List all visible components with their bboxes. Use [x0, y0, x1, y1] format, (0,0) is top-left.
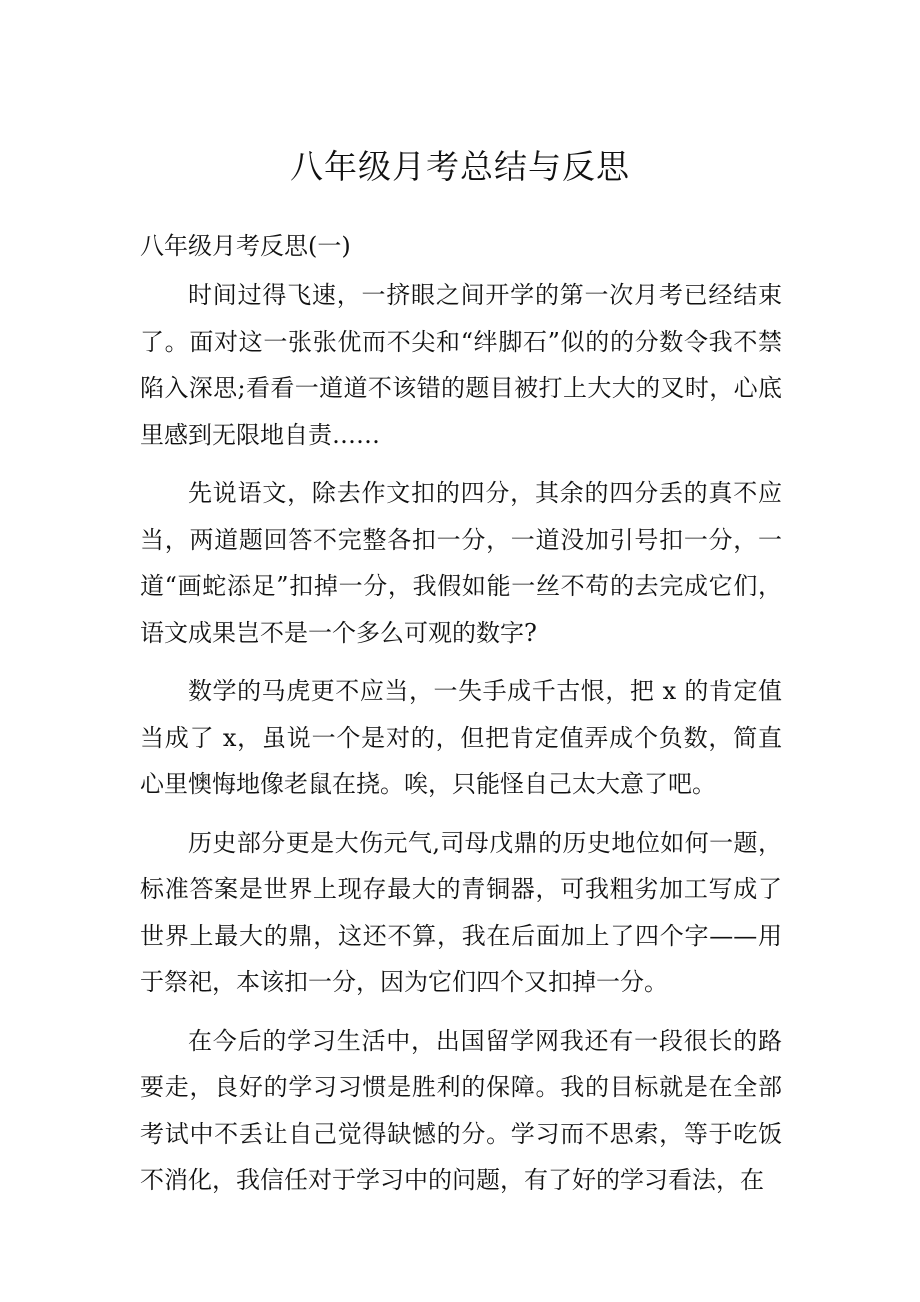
- document-body: [140, 272, 782, 1216]
- paragraph-2: 先说语文，除去作文扣的四分，其余的四分丢的真不应当，两道题回答不完整各扣一分，一道没加引号扣一分，一道“画蛇添足”扣掉一分，我假如能一丝不苟的去完成它们，语文成果岂不是一个多么可观的数字?: [140, 479, 782, 647]
- section-heading: 八年级月考反思(一): [140, 232, 351, 260]
- paragraph-4: 历史部分更是大伤元气,司母戊鼎的历史地位如何一题，标准答案是世界上现存最大的青铜器，可我粗劣加工写成了世界上最大的鼎，这还不算，我在后面加上了四个字——用于祭祀，本该扣一分，因为它们四个又扣掉一分。: [140, 828, 782, 996]
- paragraph-5: 在今后的学习生活中，出国留学网我还有一段很长的路要走，良好的学习习惯是胜利的保障。我的目标就是在全部考试中不丢让自己觉得缺憾的分。学习而不思索，等于吃饭不消化，我信任对于学习中的问题，有了好的学习看法，在: [140, 1026, 782, 1194]
- document-title: 八年级月考总结与反思: [290, 147, 630, 186]
- paragraph-1: 时间过得飞速，一挤眼之间开学的第一次月考已经结束了。面对这一张张优而不尖和“绊脚石”似的的分数令我不禁陷入深思;看看一道道不该错的题目被打上大大的叉时，心底里感到无限地自责……: [140, 281, 782, 449]
- paragraph-3: 数学的马虎更不应当，一失手成千古恨，把 x 的肯定值当成了 x，虽说一个是对的，但把肯定值弄成个负数，简直心里懊悔地像老鼠在挠。唉，只能怪自己太大意了吧。: [140, 677, 782, 798]
